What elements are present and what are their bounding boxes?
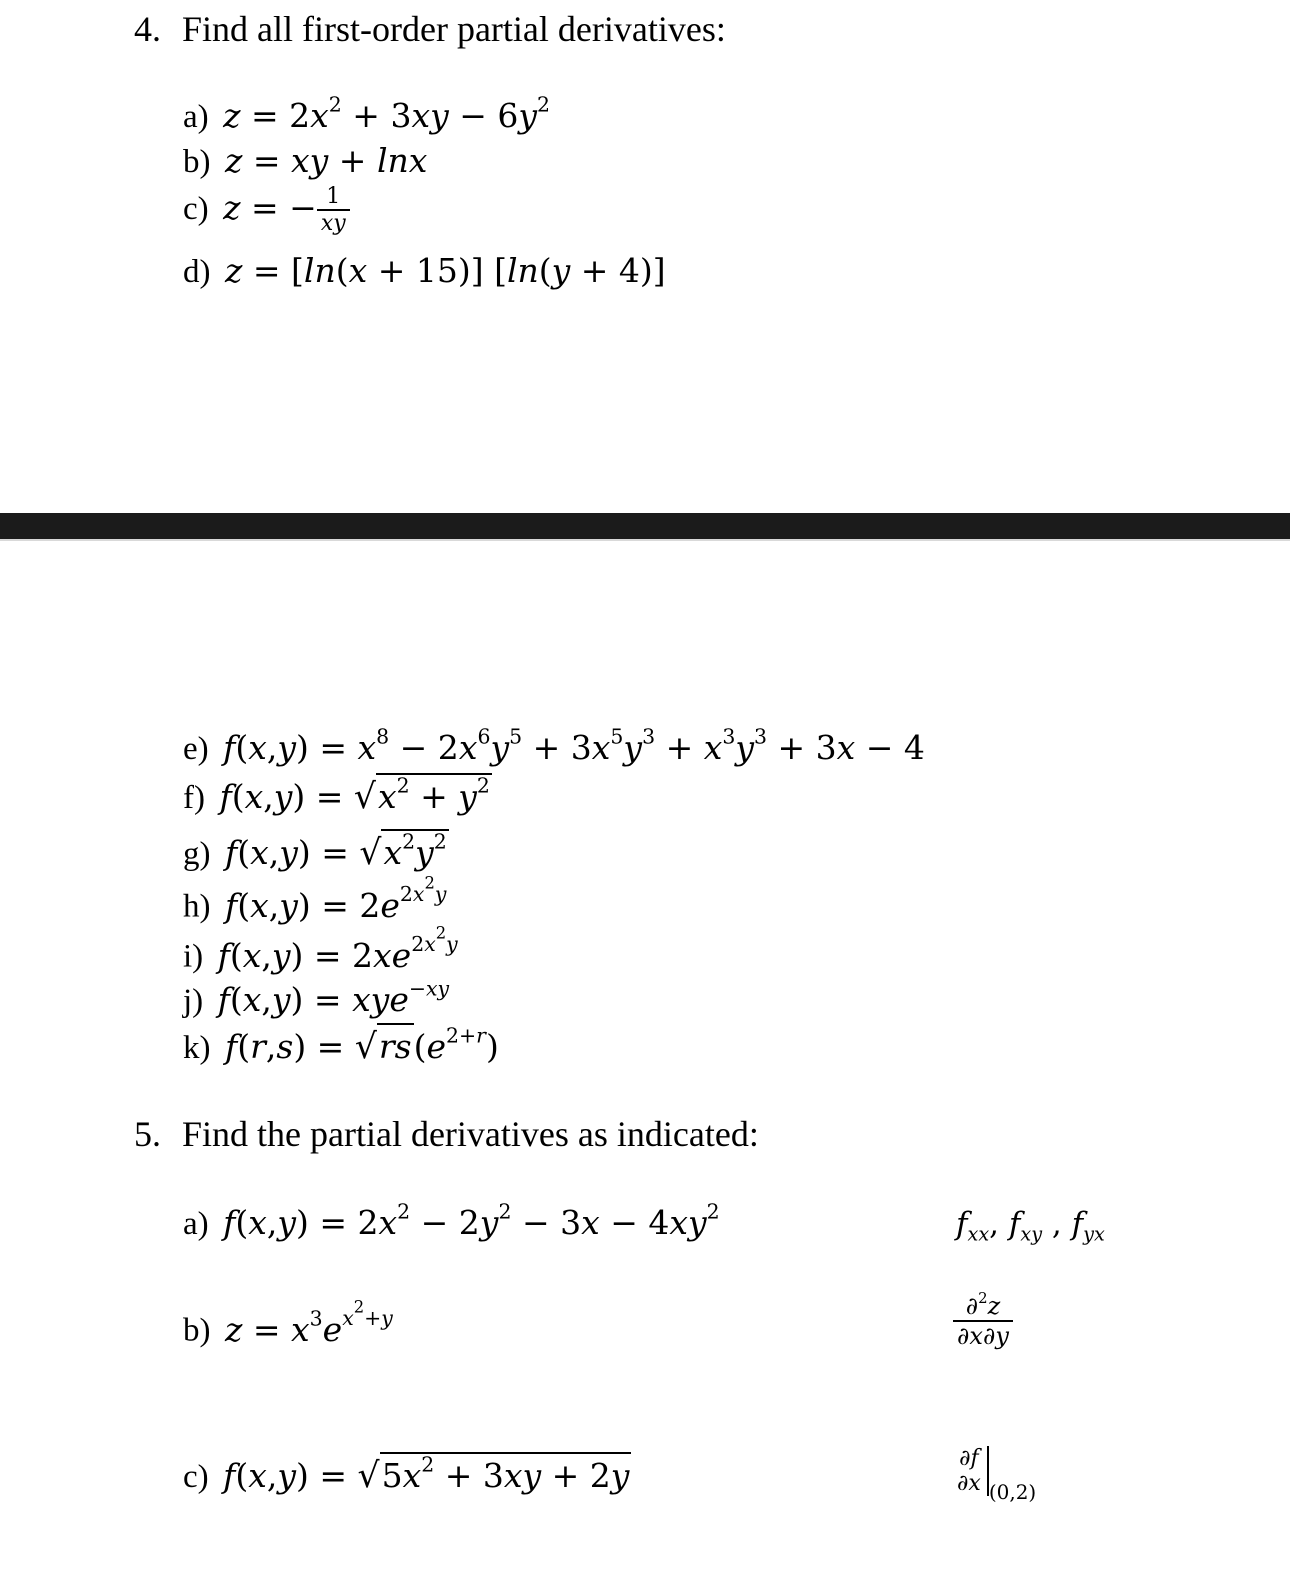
problem-label: b) xyxy=(183,1312,211,1349)
page-divider xyxy=(0,513,1290,541)
section-4-heading xyxy=(134,8,726,50)
problem-4g xyxy=(183,829,449,873)
problem-4f xyxy=(183,773,492,817)
problem-4e xyxy=(183,724,925,768)
equation: z = xy + lnx xyxy=(225,141,428,180)
problem-label: e) xyxy=(183,731,209,767)
problem-label: a) xyxy=(183,99,209,135)
problem-label: i) xyxy=(183,938,204,975)
problem-label: b) xyxy=(183,144,211,180)
problem-5c xyxy=(183,1452,631,1496)
problem-4h xyxy=(183,874,447,926)
problem-label: h) xyxy=(183,888,211,925)
equation: $f(x,y) = 2xe^{2x^2y}$ xyxy=(217,924,458,975)
problem-4j xyxy=(183,976,450,1020)
equation: $f(r,s) = √rs(e^{2+r})$ xyxy=(225,1023,499,1067)
section-title: Find all first-order partial derivatives: xyxy=(182,9,726,49)
problem-4k xyxy=(183,1023,499,1067)
problem-label: a) xyxy=(183,1206,209,1242)
problem-label: f) xyxy=(183,780,205,816)
indicated-5c: ∂f ∂x (0,2) xyxy=(957,1446,1037,1504)
section-number: 5. xyxy=(134,1114,161,1154)
indicated-5b: $\frac{\partial^2z}{\partial x\partial y}$ xyxy=(953,1292,1013,1350)
indicated-5a: $f_{xx}$, $f_{xy}$ , $f_{yx}$ xyxy=(956,1206,1105,1246)
section-number: 4. xyxy=(134,9,161,49)
equation: $f(x,y) = √x^2 + y^2$ xyxy=(219,773,490,817)
equation: $f(x,y) = x^8 - 2x^6y^5 + 3x^5y^3 + x^3y^3 + 3x - 4$ xyxy=(223,724,925,767)
problem-4b xyxy=(183,141,427,181)
problem-label: g) xyxy=(183,836,211,872)
equation: f(x,y) = xye$^{-xy}$ xyxy=(217,976,450,1019)
problem-4i xyxy=(183,924,458,976)
problem-5a xyxy=(183,1199,720,1243)
equation: z = − $\frac{1}{xy}$ xyxy=(213,188,350,227)
equation: $z = 2x^2 + 3xy - 6y^2$ xyxy=(223,92,551,135)
equation: $f(x,y) = √5x^2 + 3xy + 2y$ xyxy=(223,1452,630,1496)
equation: $f(x,y) = 2e^{2x^2y}$ xyxy=(225,874,447,925)
equation: $f(x,y) = √x^2y^2$ xyxy=(225,829,447,873)
equation: $f(x,y) = 2x^2 - 2y^2 - 3x - 4xy^2$ xyxy=(223,1199,720,1242)
section-title: Find the partial derivatives as indicated: xyxy=(182,1114,759,1154)
problem-5b xyxy=(183,1298,393,1350)
problem-4a xyxy=(183,92,551,136)
problem-4c xyxy=(183,184,350,236)
section-5-heading xyxy=(134,1113,759,1155)
problem-label: c) xyxy=(183,1459,209,1495)
problem-4d xyxy=(183,251,666,291)
problem-label: j) xyxy=(183,983,204,1019)
equation: z = [ln(x + 15)] [ln(y + 4)] xyxy=(225,251,666,290)
equation: $z = x^3e^{x^2+y}$ xyxy=(225,1298,393,1349)
problem-label: c) xyxy=(183,191,209,227)
problem-label: k) xyxy=(183,1030,211,1066)
problem-label: d) xyxy=(183,254,211,290)
